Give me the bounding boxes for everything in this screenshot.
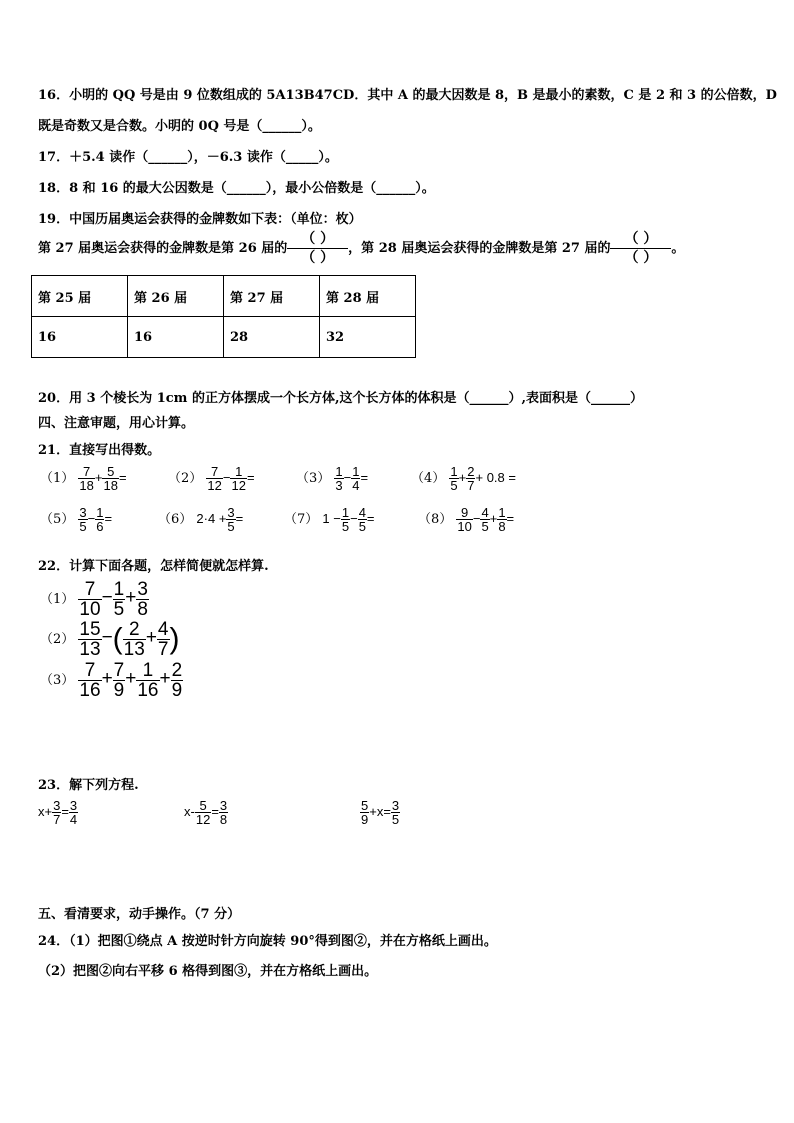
q24-line1: 24．（1）把图①绕点 A 按逆时针方向旋转 90°得到图②，并在方格纸上画出。 <box>38 934 497 949</box>
numerator: 3 <box>53 798 61 813</box>
q21-item-8 <box>418 506 514 533</box>
table-cell: 32 <box>320 317 416 358</box>
numerator: 3 <box>219 798 228 813</box>
numerator: 1 <box>96 505 104 520</box>
operator: + <box>125 668 137 689</box>
fraction <box>113 580 126 619</box>
q22-title: 22．计算下面各题，怎样简便就怎样算. <box>38 559 269 574</box>
fraction <box>358 506 367 533</box>
equals: = <box>61 804 69 819</box>
q23-equation-3 <box>360 799 400 826</box>
denominator: 9 <box>113 680 125 701</box>
numerator: 1 <box>352 464 360 479</box>
denominator: 10 <box>457 519 472 534</box>
medal-table <box>31 275 416 358</box>
q21-item-7 <box>284 506 375 533</box>
q21-item-2 <box>168 465 255 492</box>
denominator: 10 <box>79 599 101 620</box>
numerator: 4 <box>157 619 169 640</box>
denominator: 18 <box>79 478 94 493</box>
fraction <box>69 799 78 826</box>
blank-num-2: （ ） <box>610 232 671 249</box>
operator: + <box>458 470 467 485</box>
q21-item-1 <box>40 465 127 492</box>
denominator: 6 <box>96 519 104 534</box>
equals: = <box>104 511 113 526</box>
fraction <box>480 506 489 533</box>
fraction <box>391 799 400 826</box>
numerator: 2 <box>467 464 475 479</box>
table-row <box>32 317 416 358</box>
q22-item-2 <box>40 620 180 659</box>
q23-equation-1 <box>38 799 78 826</box>
denominator: 8 <box>137 599 148 620</box>
equation-lead: x- <box>184 804 195 819</box>
fraction <box>226 506 235 533</box>
numerator: 7 <box>206 465 222 479</box>
numerator: 1 <box>450 464 458 479</box>
denominator: 5 <box>358 519 366 534</box>
blank-fraction-2 <box>610 232 671 265</box>
table-header-cell: 第 25 届 <box>32 276 128 317</box>
denominator: 13 <box>79 639 101 660</box>
denominator: 4 <box>69 812 78 827</box>
operator: + <box>94 470 103 485</box>
operator: + <box>145 627 157 648</box>
table-header-row <box>32 276 416 317</box>
item-label: （3） <box>296 471 331 486</box>
operator: − <box>350 511 358 526</box>
operator: + <box>159 668 171 689</box>
denominator: 7 <box>157 639 169 660</box>
fraction <box>219 799 228 826</box>
denominator: 9 <box>361 812 369 827</box>
fraction <box>456 506 472 533</box>
denominator: 5 <box>450 478 458 493</box>
close-paren: ) <box>169 622 180 656</box>
numerator: 3 <box>79 505 87 520</box>
fraction <box>497 506 506 533</box>
table-header-cell: 第 26 届 <box>128 276 224 317</box>
fraction <box>78 465 94 492</box>
fraction <box>78 506 87 533</box>
fraction <box>78 661 101 700</box>
denominator: 5 <box>341 519 350 534</box>
fraction <box>449 465 458 492</box>
q17: 17．＋5.4 读作（______），－6.3 读作（_____）。 <box>38 150 338 165</box>
fraction <box>341 506 350 533</box>
numerator: 3 <box>391 798 400 813</box>
numerator: 1 <box>498 505 506 520</box>
q22-item-3 <box>40 661 183 700</box>
table-cell: 28 <box>224 317 320 358</box>
denominator: 8 <box>498 519 506 534</box>
q21-item-3 <box>296 465 368 492</box>
fraction <box>136 580 149 619</box>
denominator: 13 <box>123 639 145 660</box>
operator: − <box>101 587 113 608</box>
denominator: 12 <box>207 478 222 493</box>
open-paren: ( <box>112 622 123 656</box>
numerator: 1 <box>113 579 125 600</box>
numerator: 4 <box>481 505 489 520</box>
fraction <box>102 465 118 492</box>
blank-fraction-1 <box>287 232 348 265</box>
fraction <box>113 661 126 700</box>
numerator: 1 <box>230 465 246 479</box>
numerator: 3 <box>137 579 148 600</box>
q21-item-6 <box>158 506 243 533</box>
item-label: （4） <box>411 471 446 486</box>
numerator: 1 <box>341 505 350 520</box>
denominator: 9 <box>171 680 183 701</box>
denominator: 7 <box>53 812 61 827</box>
table-cell: 16 <box>32 317 128 358</box>
fraction <box>123 620 146 659</box>
fraction <box>195 799 211 826</box>
operator: − <box>343 470 352 485</box>
equals: = <box>246 470 255 485</box>
section-5-heading: 五、看清要求，动手操作。（7 分） <box>38 907 241 922</box>
q20: 20．用 3 个棱长为 1cm 的正方体摆成一个长方体,这个长方体的体积是（______）,表面积是（______） <box>38 391 644 406</box>
numerator: 9 <box>456 506 472 520</box>
item-label: （1） <box>40 471 75 486</box>
q19-text-b: ，第 28 届奥运会获得的金牌数是第 27 届的 <box>348 241 611 256</box>
operator: − <box>472 511 481 526</box>
section-4-heading: 四、注意审题，用心计算。 <box>38 416 195 431</box>
expression-lead: 2·4 + <box>196 511 227 526</box>
denominator: 7 <box>467 478 475 493</box>
q19-title: 19．中国历届奥运会获得的金牌数如下表：（单位：枚） <box>38 212 362 227</box>
numerator: 4 <box>358 505 366 520</box>
q21-item-4 <box>411 465 516 492</box>
numerator: 2 <box>171 660 183 681</box>
q16-line2: 既是奇数又是合数。小明的 0Q 号是（______）。 <box>38 119 321 134</box>
item-label: （5） <box>40 512 75 527</box>
numerator: 7 <box>78 661 101 681</box>
q16-line1: 16．小明的 QQ 号是由 9 位数组成的 5A13B47CD．其中 A 的最大因数是 8，B 是最小的素数，C 是 2 和 3 的公倍数，D <box>38 88 777 103</box>
numerator: 5 <box>195 799 211 813</box>
fraction <box>230 465 246 492</box>
denominator: 3 <box>335 478 343 493</box>
q24-line2: （2）把图②向右平移 6 格得到图③，并在方格纸上画出。 <box>38 964 378 979</box>
equals: = <box>211 804 219 819</box>
fraction <box>52 799 61 826</box>
item-label: （6） <box>158 512 193 527</box>
item-label: （7） <box>284 512 319 527</box>
fraction <box>157 620 170 659</box>
q22-item-1 <box>40 580 149 619</box>
item-label: （2） <box>40 632 75 647</box>
blank-num-1: （ ） <box>287 232 348 249</box>
q18: 18．8 和 16 的最大公因数是（______），最小公倍数是（______）。 <box>38 181 435 196</box>
numerator: 3 <box>69 798 78 813</box>
q21-item-5 <box>40 506 112 533</box>
item-label: （1） <box>40 592 75 607</box>
numerator: 5 <box>102 465 118 479</box>
equation-middle: +x= <box>369 804 391 819</box>
fraction <box>136 661 159 700</box>
item-label: （3） <box>40 673 75 688</box>
denominator: 16 <box>79 680 101 701</box>
equals: = <box>360 470 369 485</box>
fraction <box>78 580 101 619</box>
equals: = <box>506 511 515 526</box>
denominator: 5 <box>79 519 87 534</box>
denominator: 4 <box>352 478 360 493</box>
denominator: 12 <box>195 812 211 827</box>
item-label: （2） <box>168 471 203 486</box>
numerator: 2 <box>123 620 146 640</box>
denominator: 16 <box>137 680 159 701</box>
blank-den-2: （ ） <box>624 250 658 266</box>
numerator: 5 <box>361 798 369 813</box>
operator: − <box>101 627 113 648</box>
denominator: 5 <box>391 812 400 827</box>
operator: + <box>489 511 498 526</box>
q23-equation-2 <box>184 799 228 826</box>
equals: = <box>235 511 244 526</box>
fraction <box>206 465 222 492</box>
numerator: 3 <box>227 505 235 520</box>
denominator: 8 <box>219 812 228 827</box>
blank-den-1: （ ） <box>301 250 335 266</box>
q19-question <box>38 232 684 265</box>
denominator: 5 <box>481 519 489 534</box>
equals: = <box>366 511 375 526</box>
fraction <box>171 661 184 700</box>
table-cell: 16 <box>128 317 224 358</box>
fraction <box>78 620 101 659</box>
item-label: （8） <box>418 512 453 527</box>
operator: − <box>222 470 231 485</box>
q19-text-a: 第 27 届奥运会获得的金牌数是第 26 届的 <box>38 241 288 256</box>
table-header-cell: 第 28 届 <box>320 276 416 317</box>
equals: + 0.8 = <box>475 470 516 485</box>
operator: − <box>87 511 96 526</box>
equals: = <box>118 470 127 485</box>
q21-title: 21．直接写出得数。 <box>38 443 161 458</box>
table-header-cell: 第 27 届 <box>224 276 320 317</box>
denominator: 5 <box>113 599 125 620</box>
numerator: 1 <box>136 661 159 681</box>
equation-lead: x+ <box>38 804 53 819</box>
numerator: 7 <box>78 580 101 600</box>
q23-title: 23．解下列方程. <box>38 778 139 793</box>
numerator: 1 <box>335 464 343 479</box>
fraction <box>334 465 343 492</box>
operator: + <box>125 587 137 608</box>
expression-lead: 1 − <box>322 511 341 526</box>
numerator: 7 <box>78 465 94 479</box>
operator: + <box>101 668 113 689</box>
numerator: 7 <box>113 660 125 681</box>
q19-text-c: 。 <box>671 241 685 256</box>
numerator: 15 <box>79 619 101 640</box>
denominator: 5 <box>227 519 235 534</box>
denominator: 18 <box>103 478 118 493</box>
fraction <box>360 799 369 826</box>
denominator: 12 <box>231 478 246 493</box>
